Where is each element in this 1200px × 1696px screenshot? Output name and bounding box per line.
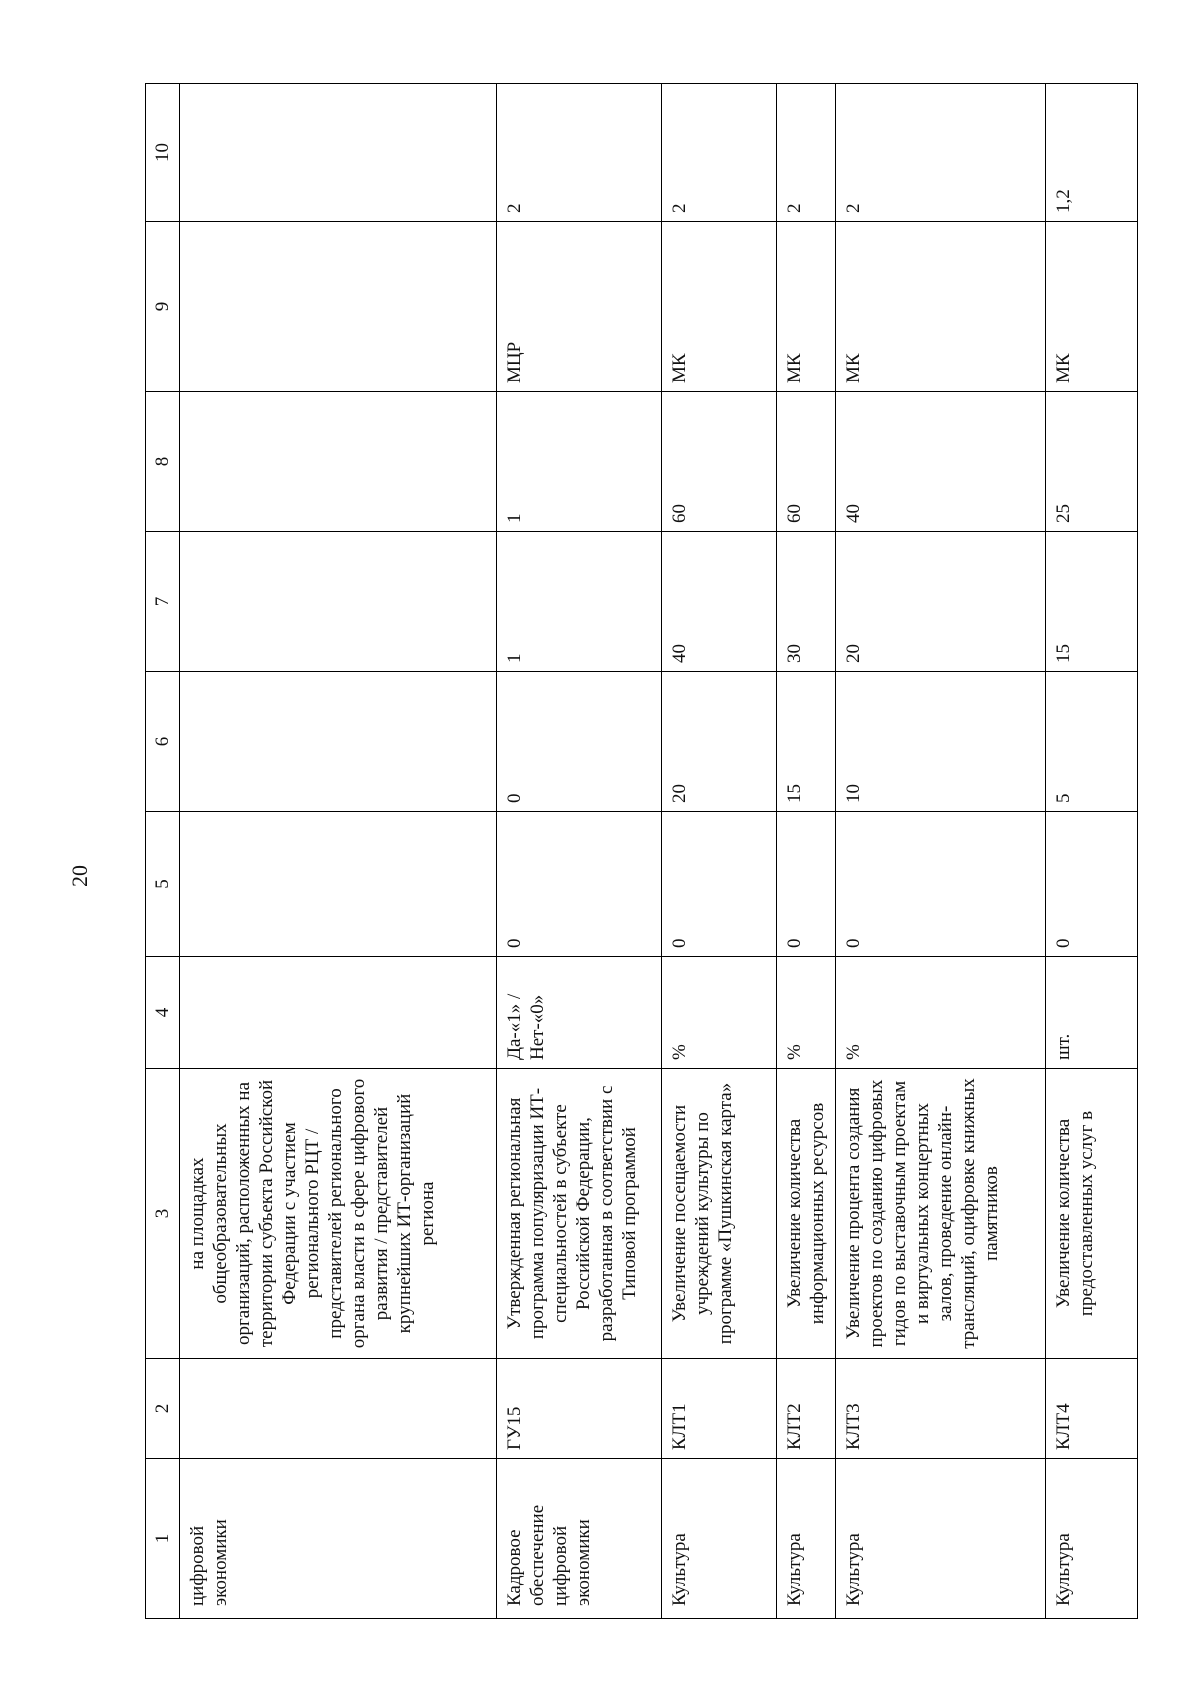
value-cell: 15 [777,672,836,812]
header-row [146,84,180,1619]
table-row [180,84,497,1619]
value-cell: 30 [777,532,836,672]
unit-cell: шт. [1046,957,1138,1069]
column-header: 10 [146,84,180,222]
unit-cell: Да-«1» / Нет-«0» [497,957,662,1069]
value-cell: 0 [497,672,662,812]
table-row [836,84,1046,1619]
unit-cell: % [836,957,1046,1069]
agency-cell: МК [1046,222,1138,392]
value-cell: 0 [777,812,836,957]
section-cell: Культура [777,1459,836,1619]
value-cell: 15 [1046,532,1138,672]
agency-cell: МК [836,222,1046,392]
value-cell: 0 [836,812,1046,957]
value-cell: 0 [497,812,662,957]
value-cell: 0 [1046,812,1138,957]
code-cell [180,1359,497,1459]
unit-cell [180,957,497,1069]
value-cell: 2 [836,84,1046,222]
code-cell: ГУ15 [497,1359,662,1459]
indicator-cell: Увеличение процента создания проектов по созданию цифровых гидов по выставочным проектам и виртуальных концертных залов, проведение онлайн-трансляций, оцифровке книжных памятников [836,1069,1046,1359]
value-cell: 2 [777,84,836,222]
value-cell: 20 [836,532,1046,672]
code-cell: КЛТ4 [1046,1359,1138,1459]
code-cell: КЛТ2 [777,1359,836,1459]
value-cell [180,672,497,812]
value-cell: 20 [662,672,777,812]
agency-cell [180,222,497,392]
value-cell: 1,2 [1046,84,1138,222]
table-row [777,84,836,1619]
value-cell: 2 [662,84,777,222]
value-cell: 10 [836,672,1046,812]
value-cell: 60 [777,392,836,532]
column-header: 1 [146,1459,180,1619]
value-cell: 25 [1046,392,1138,532]
unit-cell: % [777,957,836,1069]
value-cell: 60 [662,392,777,532]
value-cell: 2 [497,84,662,222]
column-header: 3 [146,1069,180,1359]
indicator-cell: Увеличение количества предоставленных услуг в [1046,1069,1138,1359]
agency-cell: МЦР [497,222,662,392]
indicator-cell: на площадках общеобразовательных организаций, расположенных на территории субъекта Российской Федерации с участием регионального РЦТ / представителей регионального органа власти в сфере цифрового развития / представителей крупнейших ИТ-организаций региона [180,1069,497,1359]
section-cell: Культура [662,1459,777,1619]
section-cell: Кадровое обеспечение цифровой экономики [497,1459,662,1619]
table-row [662,84,777,1619]
column-header: 9 [146,222,180,392]
value-cell: 1 [497,392,662,532]
unit-cell: % [662,957,777,1069]
section-cell: цифровой экономики [180,1459,497,1619]
document-table-container [145,84,1135,1619]
agency-cell: МК [777,222,836,392]
indicators-table [145,83,1138,1619]
indicator-cell: Увеличение количества информационных ресурсов [777,1069,836,1359]
value-cell [180,84,497,222]
code-cell: КЛТ1 [662,1359,777,1459]
column-header: 4 [146,957,180,1069]
value-cell: 0 [662,812,777,957]
section-cell: Культура [836,1459,1046,1619]
column-header: 8 [146,392,180,532]
code-cell: КЛТ3 [836,1359,1046,1459]
indicator-cell: Увеличение посещаемости учреждений культуры по программе «Пушкинская карта» [662,1069,777,1359]
value-cell [180,532,497,672]
column-header: 6 [146,672,180,812]
table-row [497,84,662,1619]
value-cell [180,812,497,957]
table-row [1046,84,1138,1619]
value-cell: 1 [497,532,662,672]
column-header: 5 [146,812,180,957]
indicator-cell: Утвержденная региональная программа популяризации ИТ-специальностей в субъекте Российской Федерации, разработанная в соответствии с Типовой программой [497,1069,662,1359]
value-cell: 40 [836,392,1046,532]
page-number: 20 [67,865,92,887]
value-cell: 5 [1046,672,1138,812]
section-cell: Культура [1046,1459,1138,1619]
value-cell: 40 [662,532,777,672]
value-cell [180,392,497,532]
column-header: 2 [146,1359,180,1459]
agency-cell: МК [662,222,777,392]
column-header: 7 [146,532,180,672]
